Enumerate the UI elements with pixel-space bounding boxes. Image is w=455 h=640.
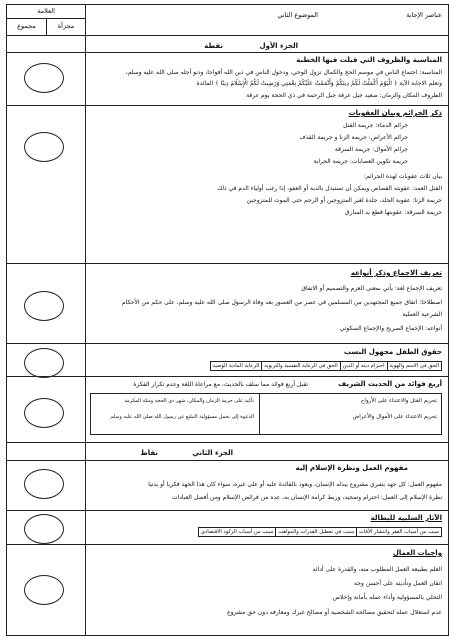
score-circle[interactable] [24,398,64,428]
s2-crime-row: جرائم الدماء: جريمة القتل [343,122,408,129]
s1-line: المناسبة: اجتماع الناس في موسم الحج والكمال نزول الوحي، ودخول الناس في دين الله أفواجا، ودنو أجله صلى الله عليه وسلم، [125,69,442,76]
s1-line: الظروف المكان والزمان: صعيد جبل عرفة جبل الرحمة في ذي الحجة يوم عرفة [246,92,442,99]
s1-title: المناسبة والظروف التي قيلت فيها الخطبة [296,56,442,64]
table-cell: احترام دينه أو الدين [340,362,387,370]
score-circle[interactable] [24,132,64,162]
s8-line: العلم بطبيعة العمل المطلوب منه، والقدرة على أدائه [312,566,442,573]
s3-line: اصطلاحا: اتفاق جميع المجتهدين من المسلمين في عصر من العصور بعد وفاة الرسول صلى الله عليه وسلم، على حكم من الأحكام [121,299,442,306]
grade-header-box [7,5,86,35]
row-divider [7,442,448,443]
partial-header: مجزأة [57,22,75,30]
score-circle[interactable] [24,63,64,93]
s5-title: أربع فوائد من الحديث الشريف [338,380,442,388]
table-cell: سبب من أسباب الفقر وانتشار الآفات [356,528,441,536]
s6-title: مفهوم العمل ونظرة الإسلام إليه [295,464,408,472]
s5-intro: تقبل أربع فوائد مما سلف بالحديث، مع مراعاة اللغة وعدم تكرار الفكرة [133,381,308,388]
row-divider [7,105,448,106]
benefit-item: تحريم القتل والاعتداء على الأرواح [360,398,437,404]
score-circle[interactable] [24,514,64,544]
part2-points: نقاط [140,449,158,457]
s8-title: واجبات العمال [392,549,442,557]
topic-header: الموضوع الثاني [277,11,318,19]
row-divider [7,263,448,264]
total-header: مجموع [17,22,36,30]
s3-title: تعريف الاجماع وذكر أنواعه [350,269,442,277]
s2-line: جريمة الزنا: عقوبة الجلد، جلدة لغير المتزوجين أو الرجم حتى الموت للمتزوجين [246,197,442,204]
s2-title: ذكر الجرائم وبيان العقوبات [348,109,442,117]
table-cell: الحق في الاسم والهوية [387,362,441,370]
part2-title: الجزء الثاني [192,449,233,457]
answer-table [6,4,449,636]
table-cell: سبب من أسباب الركود الاقتصادي [200,529,274,535]
row-divider [7,376,448,377]
part1-points: نقطة [204,42,223,50]
row-divider [7,510,448,511]
hadith-benefits-box [90,393,442,435]
s8-line: عدم استغلال عمله لتحقيق مصالحه الشخصية أو مصالح غيرك ومعارفه دون حق مشروع [227,609,442,616]
s8-line: اتقان العمل وتأديته على أحسن وجه [354,580,442,587]
s2-crime-row: جرائم الأعراض: جريمة الزنا و جريمة القذف [299,134,408,141]
benefit-item: تحريم الاعتداء على الأموال والأعراض [352,414,437,420]
grade-header: العلامة [37,7,55,15]
table-cell: الرعاية المادية الوصية [212,363,260,369]
score-circle[interactable] [24,348,64,378]
s3-line: أنواعه: الإجماع الصريح والإجماع السكوتي [339,325,442,332]
table-header [7,5,448,36]
s2-crime-row: جريمة تكوين العصابات: جريمة الحرابة [313,158,408,165]
unemployment-effects-table [198,527,442,537]
row-divider [7,544,448,545]
table-cell: الحق في الرعاية النفسية والتربوية [261,362,339,370]
child-rights-table [210,361,442,371]
s3-line: الشرعية العملية [402,311,442,318]
s2-crime-row: جرائم الأموال: جريمة السرقة [334,146,408,153]
s7-title: الآثار السلبية للبطالة [370,514,442,522]
s3-line: تعريف الإجماع لغة: يأتي بمعنى العزم والتصميم أو الاتفاق [301,285,442,292]
s2-line: القتل العمد: عقوبته القصاص ويمكن أن تستبدل بالدية أو العفو، إذا رغب أولياء الدم في ذلك [217,185,442,192]
benefit-item: الدعوة إلى تحمل مسؤولية التبليغ عن رسول الله صلى الله عليه وسلم [110,414,254,420]
box-divider [259,394,260,434]
answer-elements-header: عناصر الإجابة [406,11,442,19]
s2-line: جريمة السرقة: عقوبتها قطع يد السارق [345,209,442,216]
benefit-item: تأكيد على حرمة الزمان والمكان، شهر ذي الحجة ومكة المكرمة [124,398,254,404]
score-circle[interactable] [24,469,64,499]
s4-title: حقوق الطفل مجهول النسب [343,348,442,356]
score-circle[interactable] [24,575,64,605]
row-divider [7,343,448,344]
s6-line: نظرة الإسلام إلى العمل: احترام وتمجيد، وربط كرامة الإنسان به، عده من فرائض الإسلام ومن أفضل العبادات [171,494,442,501]
grade-column [7,35,86,635]
s6-line: مفهوم العمل: كل جهد بشري مشروع يبذله الإنسان، ويعود بالفائدة عليه أو على غيره، سواء كان هذا الجهد فكريا أو بدنيا [148,481,442,488]
s2-line: بيان ثلاث عقوبات لهذه الجرائم: [363,173,442,180]
row-divider [7,52,448,53]
s8-line: التحلي بالمسؤولية وأداء عمله بأمانة وإخلاص [332,594,442,601]
s1-line: وتعلم الاجابة الآية ﴿ الْيَوْمَ أَكْمَلْتُ لَكُمْ دِينَكُمْ وَأَتْمَمْتُ عَلَيْكُمْ نِعْمَتِي وَرَضِيتُ لَكُمُ الْإِسْلَامَ دِينًا ﴾ المائدة [196,80,442,87]
table-cell: سبب في تعطيل القدرات والمواهب [275,528,356,536]
part1-title: الجزء الأول [259,42,298,50]
row-divider [7,460,448,461]
score-circle[interactable] [24,291,64,321]
